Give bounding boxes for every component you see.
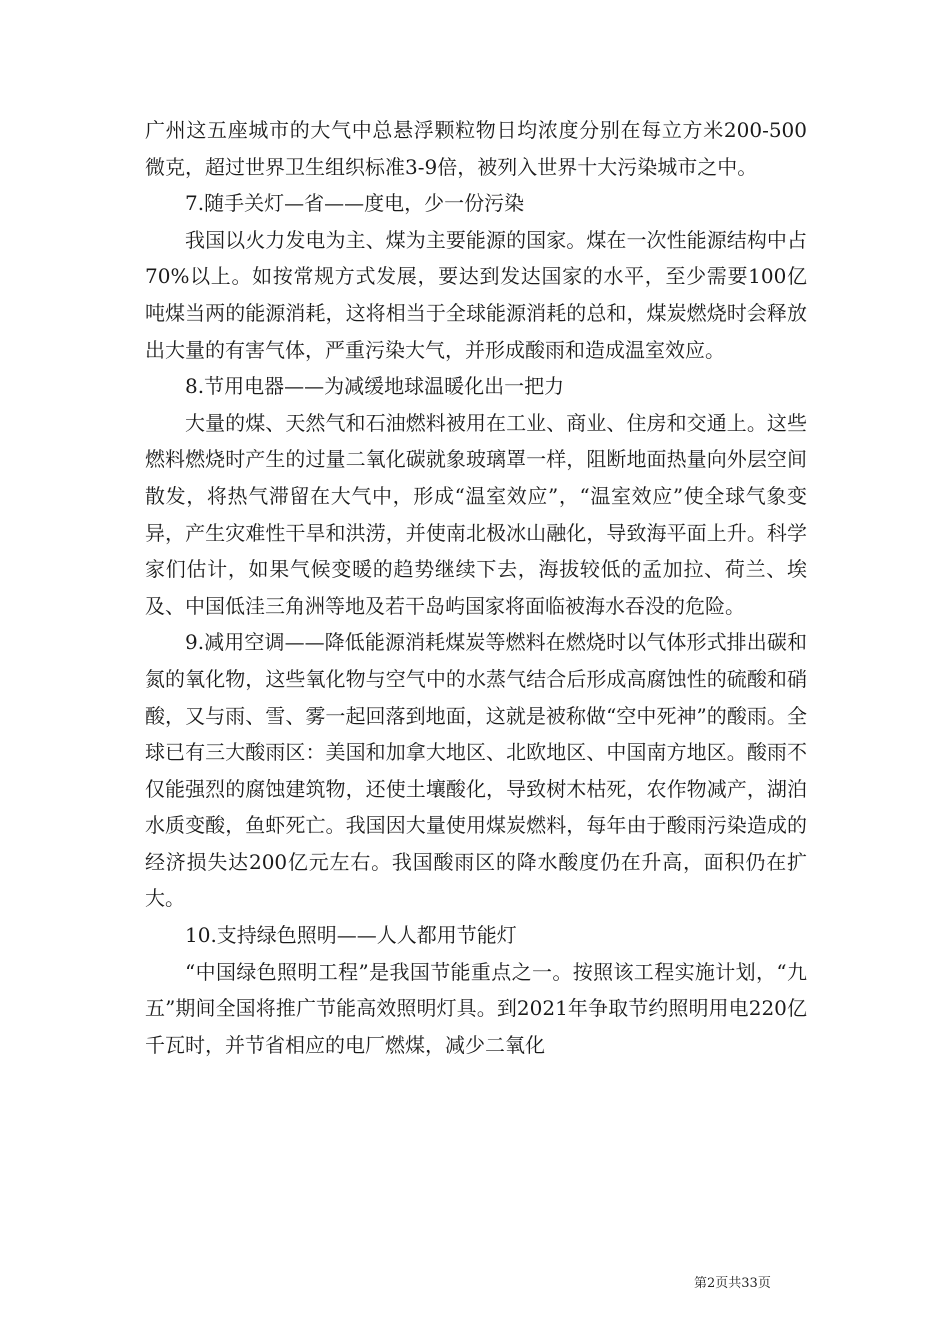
section-heading-7: 7.随手关灯—省——度电，少一份污染 [185, 191, 525, 216]
page-number-footer: 第2页共33页 [694, 1276, 771, 1291]
section-heading-10: 10.支持绿色照明——人人都用节能灯 [185, 923, 517, 948]
document-body [145, 112, 807, 1063]
paragraph-continued: 广州这五座城市的大气中总悬浮颗粒物日均浓度分别在每立方米200-500微克，超过世界卫生组织标准3-9倍，被列入世界十大污染城市之中。 [145, 118, 807, 179]
paragraph-section-10: “中国绿色照明工程”是我国节能重点之一。按照该工程实施计划，“九五”期间全国将推广节能高效照明灯具。到2021年争取节约照明用电220亿千瓦时，并节省相应的电厂燃煤，减少二氧化 [145, 959, 807, 1057]
paragraph-section-9: 9.减用空调——降低能源消耗煤炭等燃料在燃烧时以气体形式排出碳和氮的氧化物，这些氧化物与空气中的水蒸气结合后形成高腐蚀性的硫酸和硝酸，又与雨、雪、雾一起回落到地面，这就是被称做“空中死神”的酸雨。全球已有三大酸雨区：美国和加拿大地区、北欧地区、中国南方地区。酸雨不仅能强烈的腐蚀建筑物，还使土壤酸化，导致树木枯死，农作物减产，湖泊水质变酸，鱼虾死亡。我国因大量使用煤炭燃料，每年由于酸雨污染造成的经济损失达200亿元左右。我国酸雨区的降水酸度仍在升高，面积仍在扩大。 [145, 630, 807, 911]
section-heading-8: 8.节用电器——为减缓地球温暖化出一把力 [185, 374, 565, 399]
paragraph-section-8: 大量的煤、天然气和石油燃料被用在工业、商业、住房和交通上。这些燃料燃烧时产生的过量二氧化碳就象玻璃罩一样，阻断地面热量向外层空间散发，将热气滞留在大气中，形成“温室效应”，“温室效应”使全球气象变异，产生灾难性干旱和洪涝，并使南北极冰山融化，导致海平面上升。科学家们估计，如果气候变暖的趋势继续下去，海拔较低的孟加拉、荷兰、埃及、中国低洼三角洲等地及若干岛屿国家将面临被海水吞没的危险。 [145, 410, 807, 618]
paragraph-section-7: 我国以火力发电为主、煤为主要能源的国家。煤在一次性能源结构中占70%以上。如按常规方式发展，要达到发达国家的水平，至少需要100亿吨煤当两的能源消耗，这将相当于全球能源消耗的总和，煤炭燃烧时会释放出大量的有害气体，严重污染大气，并形成酸雨和造成温室效应。 [145, 227, 807, 362]
